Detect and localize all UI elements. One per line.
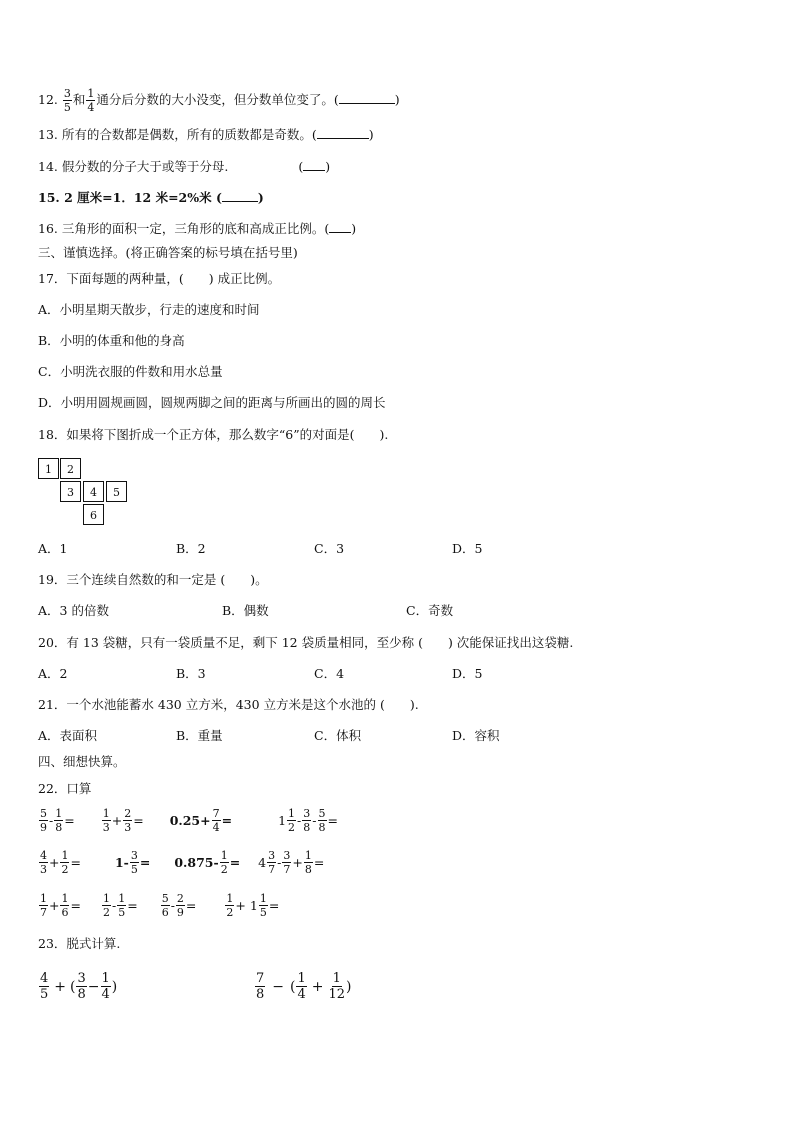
net-cell: 5 bbox=[106, 481, 127, 502]
question-18: 18．如果将下图折成一个正方体，那么数字“6”的对面是( ). bbox=[38, 427, 389, 442]
answer-blank[interactable] bbox=[303, 157, 325, 171]
fraction: $\frac{1}{4}$ bbox=[87, 87, 95, 114]
expression: $\frac{5}{9}$ - $\frac{1}{8}$ = bbox=[40, 807, 75, 834]
option-a[interactable]: A．表面积 bbox=[38, 728, 98, 743]
oral-calc-row-1 bbox=[38, 808, 338, 833]
option-c[interactable]: C．4 bbox=[314, 666, 345, 681]
expression: 0.25+ $\frac{7}{4}$ = bbox=[169, 807, 233, 834]
expression: $\frac{1}{2}$ + 1 $\frac{1}{5}$ = bbox=[226, 892, 280, 919]
option-a[interactable]: A．1 bbox=[38, 541, 68, 556]
answer-blank[interactable] bbox=[339, 90, 395, 104]
option-c[interactable]: C．体积 bbox=[314, 728, 362, 743]
expression: $\frac{4}{3}$ + $\frac{1}{2}$ = bbox=[40, 849, 81, 876]
option-c[interactable]: C．3 bbox=[314, 541, 345, 556]
net-cell: 4 bbox=[83, 481, 104, 502]
question-20: 20．有 13 袋糖，只有一袋质量不足，剩下 12 袋质量相同，至少称 ( ) 次能保证找出这袋糖. bbox=[38, 635, 574, 650]
answer-blank[interactable] bbox=[317, 125, 369, 139]
option-c[interactable]: C．奇数 bbox=[406, 603, 454, 618]
option-d[interactable]: D．5 bbox=[452, 666, 483, 681]
option-b[interactable]: B．3 bbox=[176, 666, 206, 681]
question-19: 19．三个连续自然数的和一定是 ( )。 bbox=[38, 572, 268, 587]
expression: 4 $\frac{3}{7}$ - $\frac{3}{7}$ + $\frac{1}{8}$ = bbox=[258, 849, 325, 876]
option-c[interactable]: C．小明洗衣服的件数和用水总量 bbox=[38, 364, 223, 379]
question-13: 13. 所有的合数都是偶数，所有的质数都是奇数。( ) bbox=[38, 127, 374, 142]
cube-net bbox=[38, 458, 148, 528]
section-heading: 三、谨慎选择。(将正确答案的标号填在括号里) bbox=[38, 245, 298, 260]
question-12: 12. $\frac{3}{5}$ 和 $\frac{1}{4}$ 通分后分数的大小没变，但分数单位变了。( ) bbox=[38, 87, 400, 114]
expression: $\frac{1}{7}$ + $\frac{1}{6}$ = bbox=[40, 892, 81, 919]
option-d[interactable]: D．小明用圆规画圆，圆规两脚之间的距离与所画出的圆的周长 bbox=[38, 395, 386, 410]
expression: 1- $\frac{3}{5}$ = bbox=[114, 849, 151, 876]
stepwise-calc-2: $\frac{7}{8}$ − ( $\frac{1}{4}$ + $\frac{1}{12}$ ) bbox=[256, 971, 352, 1002]
answer-blank[interactable] bbox=[329, 219, 351, 233]
oral-calc-row-3 bbox=[38, 893, 279, 918]
question-22: 22．口算 bbox=[38, 781, 92, 796]
option-a[interactable]: A．小明星期天散步，行走的速度和时间 bbox=[38, 302, 260, 317]
stepwise-calc-1: $\frac{4}{5}$ + ( $\frac{3}{8}$ − $\frac{1}{4}$ ) bbox=[40, 971, 118, 1002]
oral-calc-row-2 bbox=[38, 850, 324, 875]
net-cell: 1 bbox=[38, 458, 59, 479]
option-b[interactable]: B．2 bbox=[176, 541, 206, 556]
option-a[interactable]: A．3 的倍数 bbox=[38, 603, 109, 618]
net-cell: 2 bbox=[60, 458, 81, 479]
question-16: 16. 三角形的面积一定，三角形的底和高成正比例。( ) bbox=[38, 221, 357, 236]
option-a[interactable]: A．2 bbox=[38, 666, 68, 681]
expression: 1 $\frac{1}{2}$ - $\frac{3}{8}$ - $\frac{5}{8}$ = bbox=[278, 807, 338, 834]
option-d[interactable]: D．5 bbox=[452, 541, 483, 556]
question-15: 15. 2 厘米=1．12 米=2%米 ( ) bbox=[38, 190, 264, 205]
option-d[interactable]: D．容积 bbox=[452, 728, 500, 743]
net-cell: 3 bbox=[60, 481, 81, 502]
section-heading: 四、细想快算。 bbox=[38, 754, 126, 769]
question-21: 21．一个水池能蓄水 430 立方米，430 立方米是这个水池的 ( ). bbox=[38, 697, 419, 712]
option-b[interactable]: B．小明的体重和他的身高 bbox=[38, 333, 185, 348]
fraction: $\frac{3}{5}$ bbox=[63, 87, 71, 114]
expression: $\frac{5}{6}$ - $\frac{2}{9}$ = bbox=[161, 892, 197, 919]
question-14: 14. 假分数的分子大于或等于分母. ( ) bbox=[38, 159, 331, 174]
answer-blank[interactable] bbox=[222, 188, 258, 202]
question-23: 23．脱式计算. bbox=[38, 936, 121, 951]
expression: $\frac{1}{2}$ - $\frac{1}{5}$ = bbox=[102, 892, 138, 919]
option-b[interactable]: B．重量 bbox=[176, 728, 223, 743]
option-b[interactable]: B．偶数 bbox=[222, 603, 269, 618]
expression: 0.875- $\frac{1}{2}$ = bbox=[174, 849, 241, 876]
net-cell: 6 bbox=[83, 504, 104, 525]
expression: $\frac{1}{3}$ + $\frac{2}{3}$ = bbox=[102, 807, 144, 834]
question-17: 17．下面每题的两种量，( ) 成正比例。 bbox=[38, 271, 281, 286]
